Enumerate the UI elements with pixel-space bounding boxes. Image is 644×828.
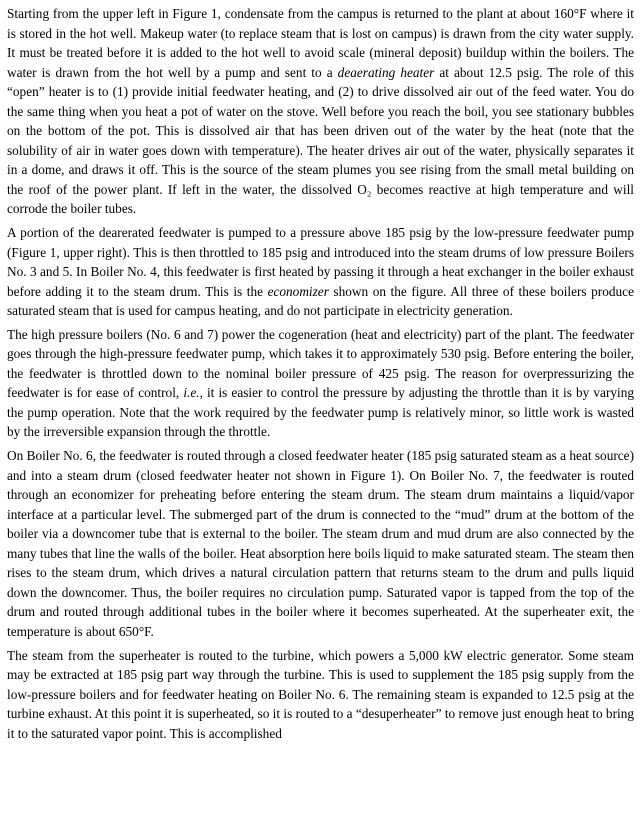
paragraph-steam-drum xyxy=(7,446,634,641)
paragraph-text: shown on the figure. All three of these boilers produce saturated steam that is used for campus heating, and do not participate in electricity generation. xyxy=(7,283,634,319)
paragraph-turbine xyxy=(7,646,634,744)
paragraph-text: Starting from the upper left in Figure 1, condensate from the campus is returned to the plant at about 160°F where it is stored in the hot well. Makeup water (to replace steam that is lost on campus) is drawn from the city water supply. It must be treated before it is added to the hot well to avoid scale (mineral deposit) buildup within the boilers. The water is drawn from the hot well by a pump and sent to a xyxy=(7,6,634,80)
term-ie: i.e. xyxy=(183,385,200,401)
term-deaerating-heater: deaerating heater xyxy=(337,64,435,80)
paragraph-low-pressure-boilers xyxy=(7,223,634,321)
paragraph-text: A portion of the dearerated feedwater is pumped to a pressure above 185 psig by the low-pressure feedwater pump (Figure 1, upper right). This is then throttled to 185 psig and introduced into the steam drums of low pressure Boilers No. 3 and 5. In Boiler No. 4, this feedwater is first heated by passing it through a heat exchanger in the boiler exhaust before adding it to the steam drum. This is the xyxy=(7,225,634,299)
paragraph-condensate-deaerator xyxy=(7,4,634,219)
paragraph-text: On Boiler No. 6, the feedwater is routed through a closed feedwater heater (185 psig saturated steam as a heat source) and into a steam drum (closed feedwater heater not shown in Figure 1). On Boiler No. 7, the feedwater is routed through an economizer for preheating before entering the steam drum. The steam drum maintains a liquid/vapor interface at a particular level. The submerged part of the drum is connected to the “mud” drum at the bottom of the boiler via a downcomer tube that is external to the boiler. The steam drum and mud drum are also connected by the many tubes that line the walls of the boiler. Heat absorption here boils liquid to make saturated steam. The steam then rises to the steam drum, which drives a natural circulation pattern that returns steam to the drum and pulls liquid down the downcomer. Thus, the boiler requires no circulation pump. Saturated vapor is tapped from the top of the drum and routed through additional tubes in the boiler where it becomes superheated. At the superheater exit, the temperature is about 650°F. xyxy=(7,448,634,639)
paragraph-text: , it is easier to control the pressure by adjusting the throttle than it is by varying the pump operation. Note that the work required by the feedwater pump is relatively minor, so little work is wasted by the irreversible expansion through the throttle. xyxy=(7,385,635,440)
paragraph-text: The steam from the superheater is routed to the turbine, which powers a 5,000 kW electric generator. Some steam may be extracted at 185 psig part way through the turbine. This is used to supplement the 185 psig supply from the low-pressure boilers and for feedwater heating on Boiler No. 6. The remaining steam is expanded to 12.5 psig at the turbine exhaust. At this point it is superheated, so it is routed to a “desuperheater” to remove just enough heat to bring it to the saturated vapor point. This is accomplished xyxy=(7,647,634,741)
paragraph-text: The high pressure boilers (No. 6 and 7) power the cogeneration (heat and electricity) part of the plant. The feedwater goes through the high-pressure feedwater pump, which takes it to approximately 530 psig. Before entering the boiler, the feedwater is throttled down to the nominal boiler pressure of 425 psig. The reason for overpressurizing the feedwater is for ease of control, xyxy=(7,326,634,401)
paragraph-text: at about 12.5 psig. The role of this “open” heater is to (1) provide initial feedwater heating, and (2) to drive dissolved air out of the feed water. You do the same thing when you heat a pot of water on the stove. Well before you reach the boil, you see stationary bubbles on the bottom of the pot. This is dissolved air that has been driven out of the water by the heat (note that the solubility of air in water goes down with temperature). The heater drives air out of the water, physically separates it in a dome, and draws it off. This is the source of the steam plumes you see rising from the small metal building on the roof of the power plant. If left in the water, the dissolved O₂ becomes reactive at high temperature and will corrode the boiler tubes. xyxy=(7,64,635,217)
paragraph-high-pressure-boilers xyxy=(7,325,634,442)
term-economizer: economizer xyxy=(267,283,329,299)
